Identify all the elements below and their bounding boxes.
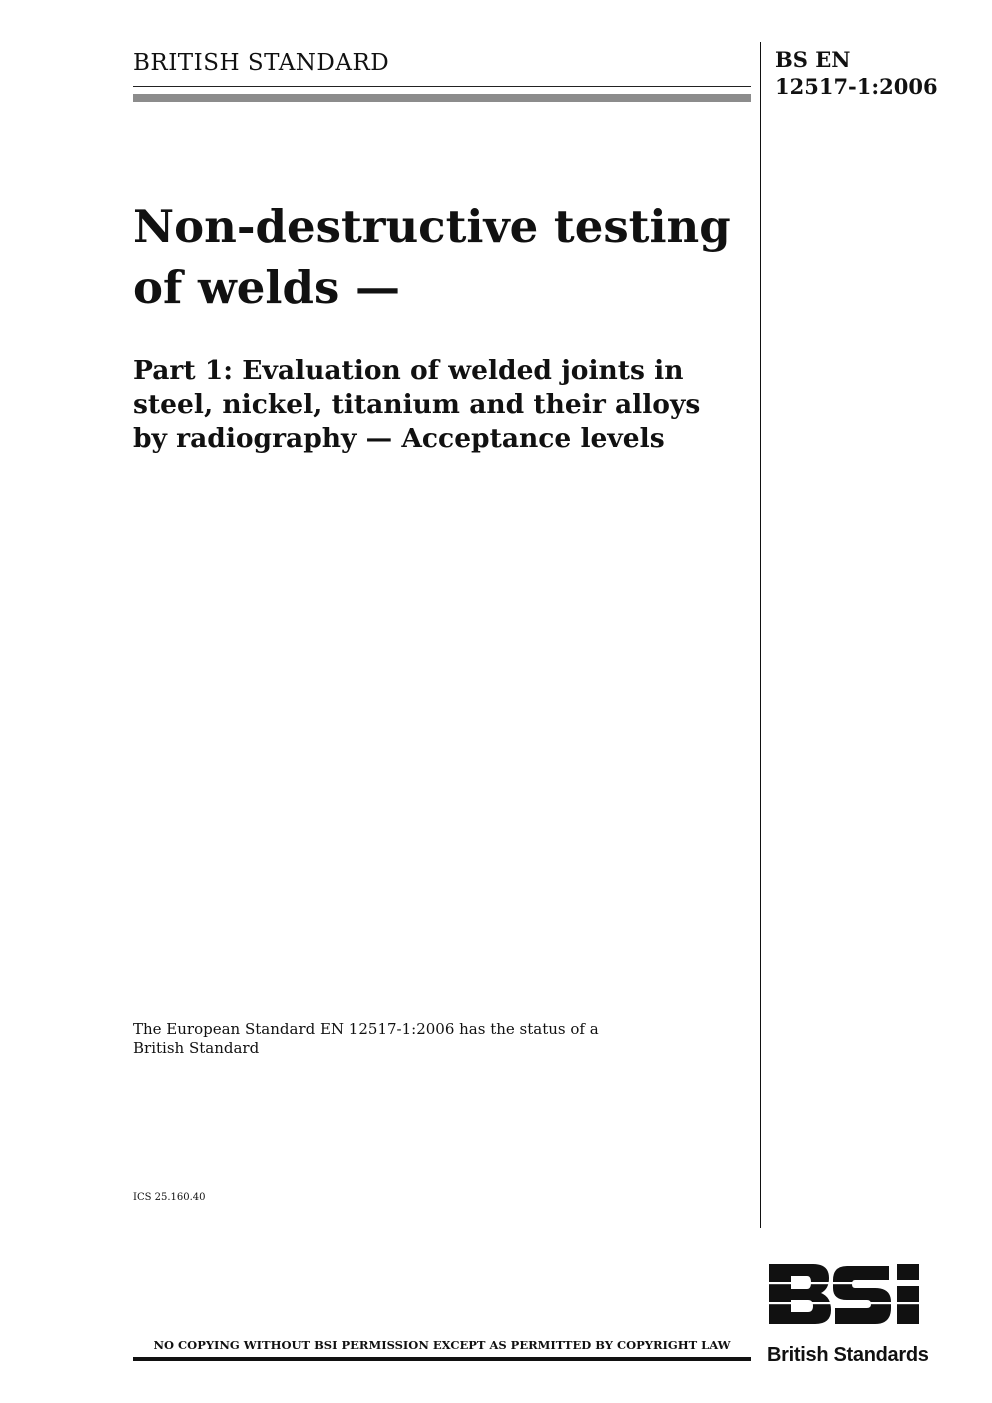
document-subtitle-line1: Part 1: Evaluation of welded joints in: [133, 355, 684, 386]
standard-number-line2: 12517-1:2006: [775, 74, 938, 99]
header-rule-thick: [133, 94, 751, 102]
status-note-line2: British Standard: [133, 1039, 260, 1057]
document-title-line2: of welds —: [133, 261, 400, 314]
header-label: BRITISH STANDARD: [133, 50, 390, 76]
status-note-line1: The European Standard EN 12517-1:2006 has the status of a: [133, 1020, 599, 1038]
status-note: [133, 1020, 599, 1058]
bsi-logo-mark-icon: [767, 1262, 947, 1342]
bsi-wordmark: British Standards: [767, 1344, 929, 1366]
document-subtitle-line2: steel, nickel, titanium and their alloys: [133, 389, 701, 420]
ics-code: ICS 25.160.40: [133, 1192, 206, 1203]
vertical-divider: [760, 42, 761, 1228]
document-title: [133, 196, 753, 318]
document-subtitle: [133, 354, 753, 456]
standard-number-line1: BS EN: [775, 47, 851, 72]
header-rule-thin: [133, 86, 751, 87]
document-subtitle-line3: by radiography — Acceptance levels: [133, 423, 665, 454]
footer-rule: [133, 1357, 751, 1361]
standard-number: [775, 46, 938, 100]
document-title-line1: Non-destructive testing: [133, 200, 731, 253]
copyright-notice: NO COPYING WITHOUT BSI PERMISSION EXCEPT AS PERMITTED BY COPYRIGHT LAW: [153, 1338, 731, 1352]
